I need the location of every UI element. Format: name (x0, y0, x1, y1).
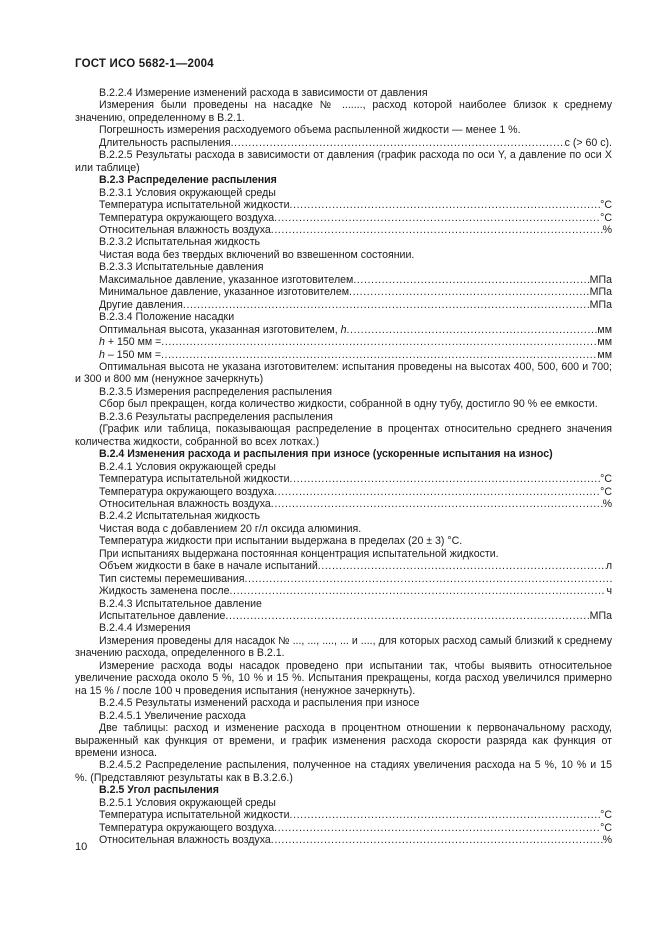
dotted-entry (75, 585, 612, 597)
entry-unit: МПа (589, 286, 612, 299)
paragraph: В.2.3.1 Условия окружающей среды (99, 186, 276, 199)
entry-label: Относительная влажность воздуха (99, 497, 271, 510)
dotted-leader (161, 349, 597, 361)
dotted-entry (75, 299, 612, 311)
dotted-entry (75, 498, 612, 510)
dotted-leader (271, 834, 603, 846)
entry-label: Относительная влажность воздуха (99, 834, 271, 847)
dotted-entry (75, 336, 612, 348)
entry-label: Испытательное давление (99, 610, 226, 623)
dotted-leader (353, 274, 589, 286)
entry-label: h + 150 мм = (99, 336, 162, 349)
entry-unit: °С (600, 821, 612, 834)
section-heading: В.2.3 Распределение распыления (99, 174, 277, 187)
entry-unit: °С (600, 473, 612, 486)
paragraph: Погрешность измерения расходуемого объема распыленной жидкости — менее 1 %. (99, 124, 521, 137)
section-heading: В.2.5 Угол распыления (99, 784, 219, 797)
paragraph: В.2.3.2 Испытательная жидкость (99, 236, 261, 249)
dotted-leader (274, 822, 600, 834)
paragraph: В.2.4.5.1 Увеличение расхода (99, 709, 246, 722)
content (75, 87, 612, 847)
dotted-leader (161, 336, 597, 348)
entry-label: Температура окружающего воздуха (99, 821, 275, 834)
dotted-leader (231, 137, 565, 149)
paragraph: В.2.2.4 Измерение изменений расхода в зависимости от давления (99, 87, 428, 99)
entry-unit: мм (597, 348, 612, 361)
paragraph: Измерение расхода воды насадок проведено при испытании так, чтобы выявить относительное увеличение расхода около 5 %, 10 % и 15 %. Испытания прекращены, когда расход увеличился примерно на 15 % / после 100 ч проведения испытания (ненужное зачеркнуть). (75, 659, 612, 697)
entry-label: Температура испытательной жидкости (99, 809, 290, 822)
entry-unit: мм (597, 336, 612, 349)
paragraph: Измерения проведены для насадок № ..., ..., ...., ... и ...., для которых расход самый близкий к среднему значению расхода, определенного в В.2.1. (75, 634, 612, 660)
entry-unit: °С (600, 199, 612, 212)
paragraph: Измерения были проведены на насадке № ......., расход которой наиболее близок к среднему значению, определенному в В.2.1. (75, 99, 612, 124)
entry-unit: % (602, 223, 612, 236)
paragraph: В.2.4.2 Испытательная жидкость (99, 510, 261, 523)
entry-unit: % (602, 834, 612, 847)
dotted-leader (230, 585, 607, 597)
dotted-leader (290, 199, 601, 211)
dotted-entry (75, 199, 612, 211)
dotted-leader (290, 809, 601, 821)
paragraph: Температура жидкости при испытании выдержана в пределах (20 ± 3) °С. (99, 535, 463, 548)
dotted-entry (75, 610, 612, 622)
dotted-entry (75, 809, 612, 821)
entry-unit: °С (600, 485, 612, 498)
dotted-entry (75, 224, 612, 236)
document-header: ГОСТ ИСО 5682-1—2004 (75, 58, 214, 70)
entry-label: Относительная влажность воздуха (99, 223, 271, 236)
entry-unit: °С (600, 809, 612, 822)
entry-unit: % (602, 497, 612, 510)
entry-unit: МПа (589, 273, 612, 286)
section-heading: В.2.4 Изменения расхода и распыления при износе (ускоренные испытания на износ) (99, 448, 553, 461)
entry-label: h – 150 мм = (99, 348, 161, 361)
dotted-leader (349, 286, 590, 298)
dotted-leader (245, 573, 613, 585)
paragraph: В.2.5.1 Условия окружающей среды (99, 796, 276, 809)
dotted-entry (75, 560, 612, 572)
paragraph: Оптимальная высота не указана изготовителем: испытания проведены на высотах 400, 500, 600 и 700; и 300 и 800 мм (ненужное зачеркнуть) (75, 360, 612, 386)
dotted-leader (290, 473, 601, 485)
dotted-entry (75, 274, 612, 286)
dotted-leader (318, 560, 606, 572)
dotted-leader (347, 324, 598, 336)
dotted-leader (271, 224, 603, 236)
paragraph: В.2.3.3 Испытательные давления (99, 261, 264, 274)
paragraph: В.2.4.4 Измерения (99, 622, 191, 635)
dotted-entry (75, 834, 612, 846)
paragraph: В.2.4.5.2 Распределение распыления, полученное на стадиях увеличения расхода на 5 %, 10 % и 15 %. (Представляют результаты как в В.3.2.6.) (75, 759, 612, 784)
paragraph: В.2.3.4 Положение насадки (99, 311, 235, 324)
entry-label: Температура испытательной жидкости (99, 199, 290, 212)
dotted-leader (183, 299, 590, 311)
entry-unit: °С (600, 211, 612, 224)
paragraph: Чистая вода с добавлением 20 г/л оксида алюминия. (99, 522, 362, 535)
paragraph: В.2.3.5 Измерения распределения распыления (99, 385, 333, 398)
dotted-entry (75, 286, 612, 298)
entry-label: Температура испытательной жидкости (99, 473, 290, 486)
paragraph: (График или таблица, показывающая распределение в процентах относительно среднего значения количества жидкости, собранной во всех лотках.) (75, 423, 612, 448)
dotted-entry (75, 822, 612, 834)
dotted-entry (75, 349, 612, 361)
dotted-entry (75, 573, 612, 585)
paragraph: В.2.3.6 Результаты распределения распыления (99, 410, 333, 423)
entry-label: Минимальное давление, указанное изготовителем (99, 286, 350, 299)
paragraph: В.2.4.3 Испытательное давление (99, 597, 262, 610)
dotted-entry (75, 486, 612, 498)
entry-unit: ч (606, 585, 612, 598)
entry-label: Температура окружающего воздуха (99, 211, 275, 224)
paragraph: Две таблицы: расход и изменение расхода в процентном отношении к первоначальному расходу, выраженный как функция от времени, и график изменения расхода скорости разряда как функция от времени износа. (75, 722, 612, 760)
entry-unit: л (605, 560, 612, 573)
dotted-leader (274, 212, 600, 224)
entry-label: Другие давления (99, 298, 183, 311)
entry-label: Температура окружающего воздуха (99, 485, 275, 498)
entry-label: Объем жидкости в баке в начале испытаний (99, 560, 318, 573)
dotted-entry (75, 137, 612, 149)
entry-unit: МПа (589, 298, 612, 311)
paragraph: В.2.4.1 Условия окружающей среды (99, 460, 276, 473)
dotted-entry (75, 473, 612, 485)
entry-label: Максимальное давление, указанное изготовителем (99, 273, 354, 286)
paragraph: Чистая вода без твердых включений во взвешенном состоянии. (99, 248, 415, 261)
entry-label: Жидкость заменена после (99, 585, 230, 598)
dotted-entry (75, 324, 612, 336)
page-number: 10 (75, 841, 88, 853)
dotted-leader (274, 486, 600, 498)
entry-unit: МПа (589, 610, 612, 623)
entry-label: Длительность распыления (99, 136, 231, 149)
paragraph: В.2.2.5 Результаты расхода в зависимости от давления (график расхода по оси Y, а давление по оси X или таблице) (75, 149, 612, 174)
dotted-leader (271, 498, 603, 510)
dotted-leader (225, 610, 589, 622)
paragraph: При испытаниях выдержана постоянная концентрация испытательной жидкости. (99, 547, 499, 560)
entry-label: Оптимальная высота, указанная изготовителем, h (99, 323, 347, 336)
entry-label: Тип системы перемешивания (99, 572, 245, 585)
paragraph: В.2.4.5 Результаты изменений расхода и распыления при износе (99, 697, 420, 710)
paragraph: Сбор был прекращен, когда количество жидкости, собранной в одну тубу, достигло 90 % ее емкости. (99, 398, 598, 411)
dotted-entry (75, 212, 612, 224)
entry-unit: с (> 60 с). (564, 136, 612, 149)
entry-unit: мм (597, 323, 612, 336)
